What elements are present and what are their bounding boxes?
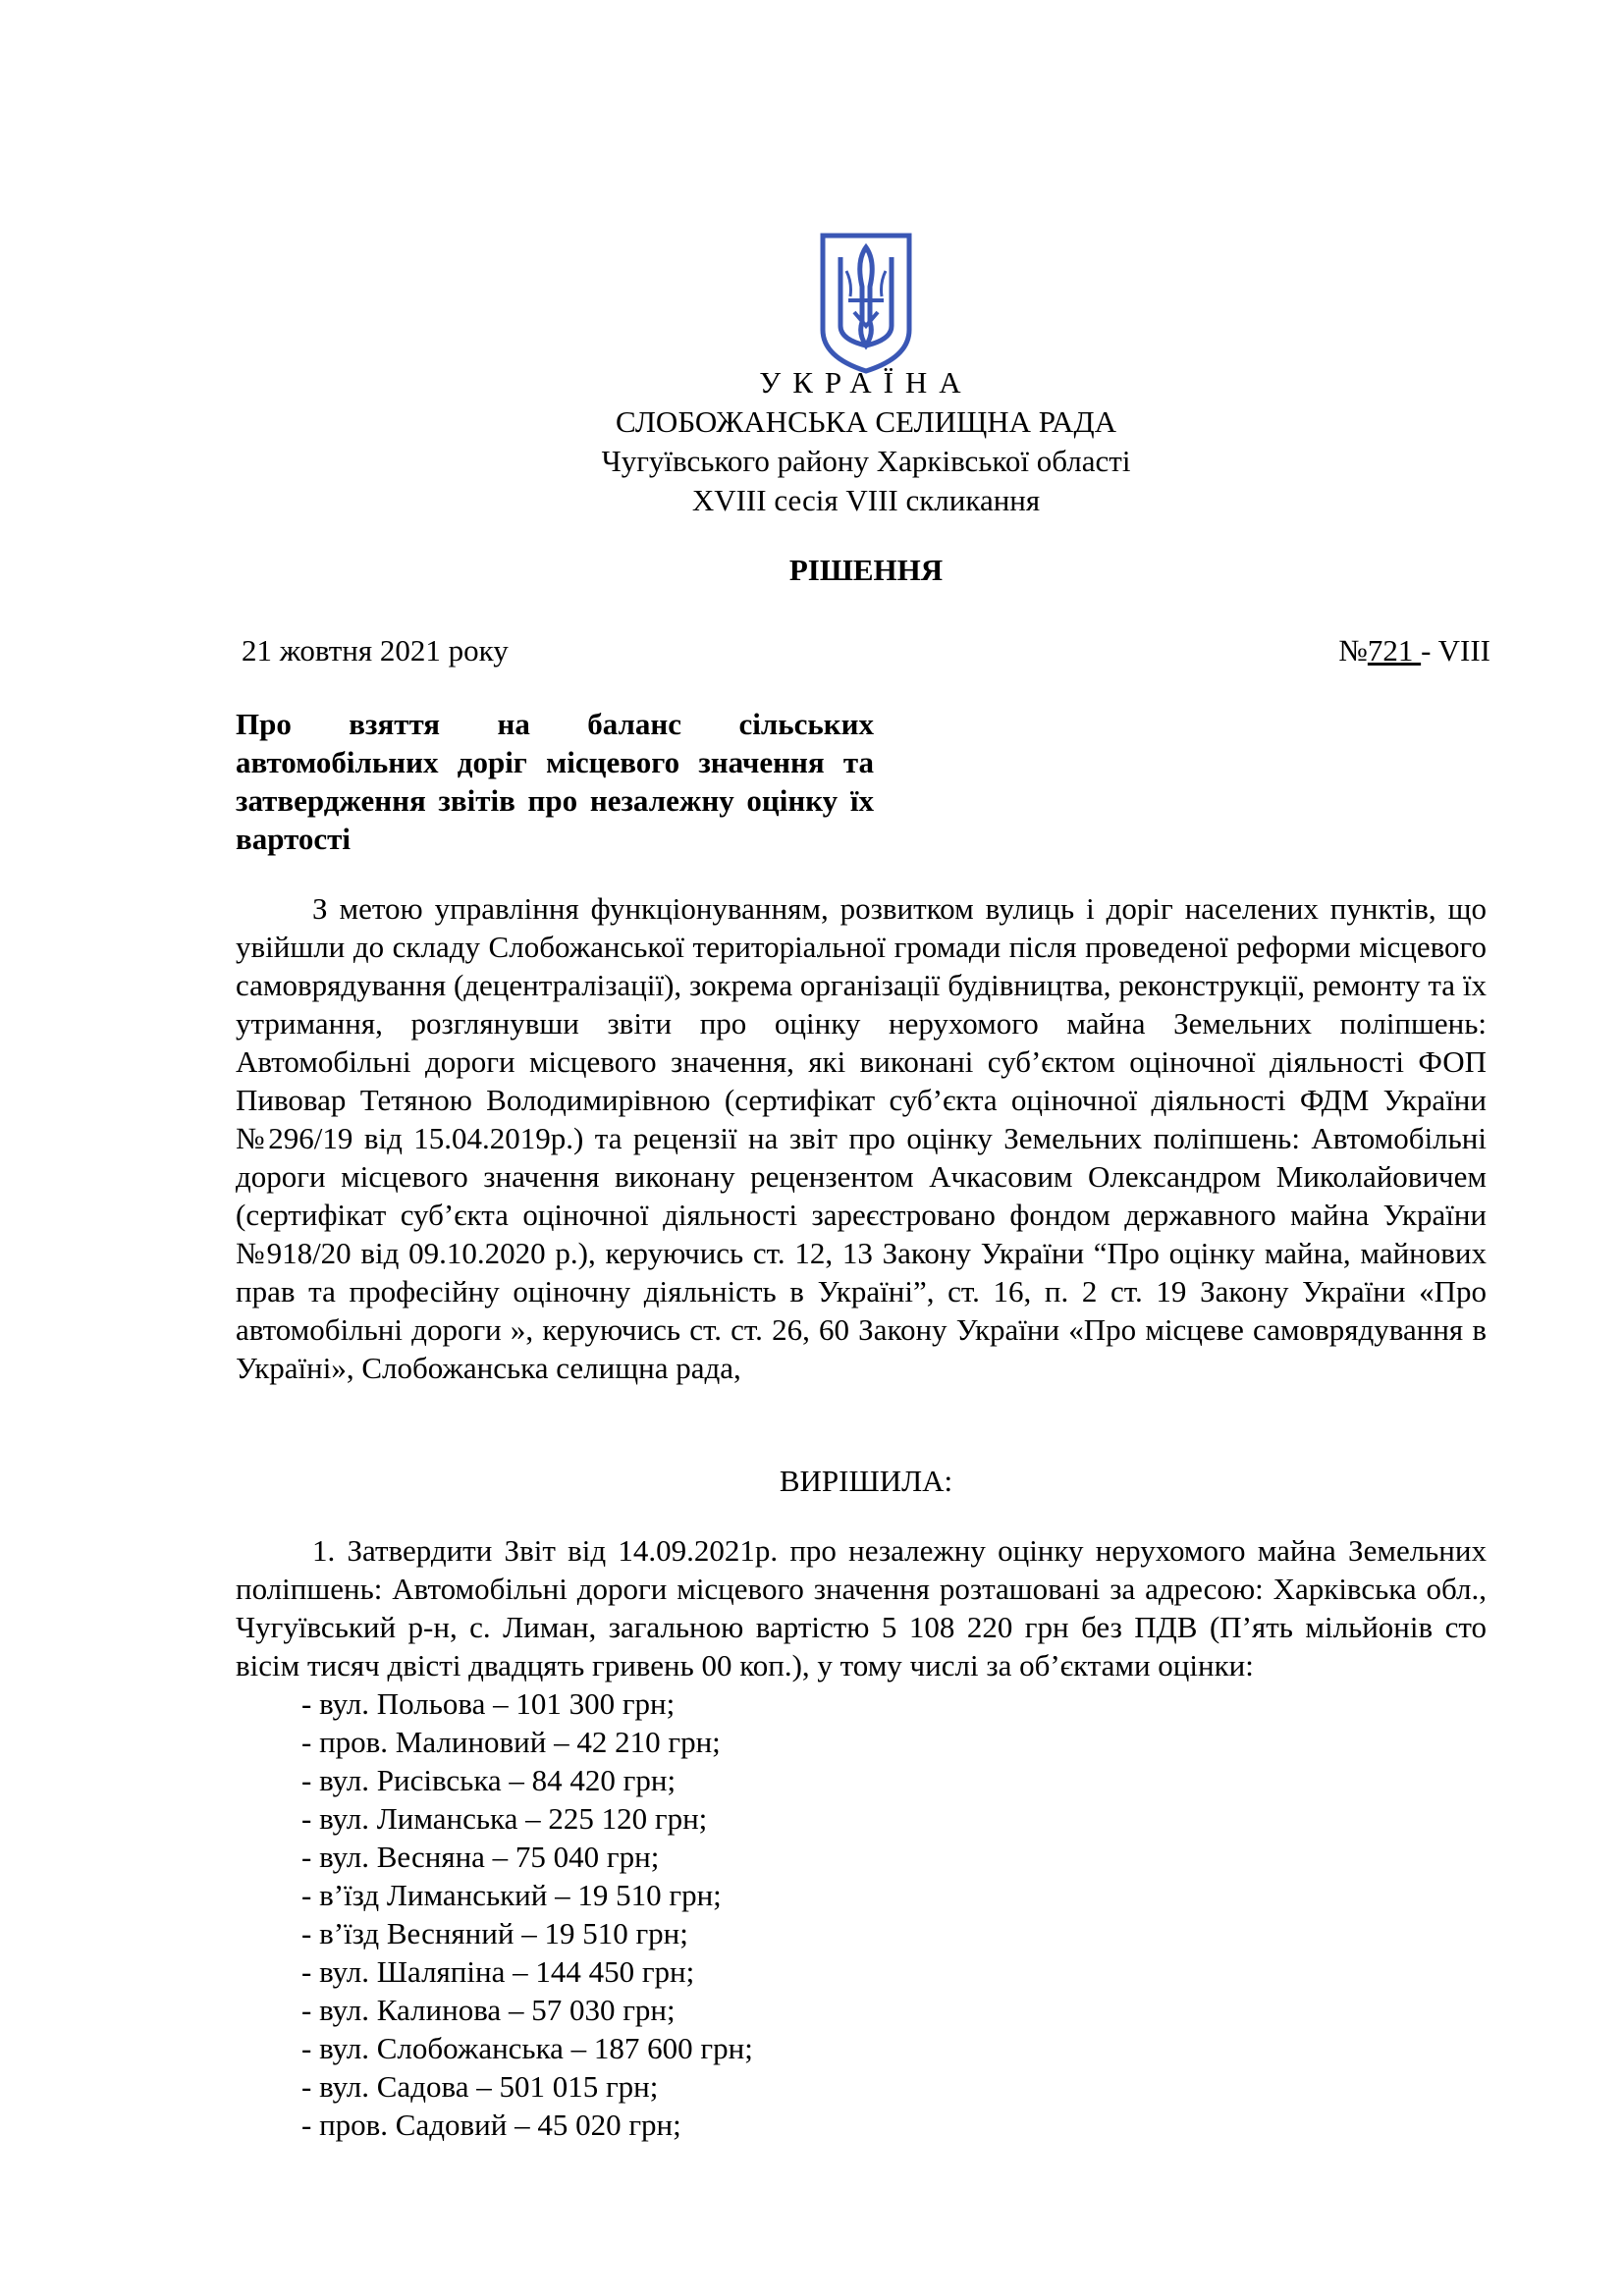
list-item: - вул. Слобожанська – 187 600 грн; (301, 2031, 753, 2065)
preamble-section (236, 889, 1487, 1387)
decision-subject: Про взяття на баланс сільських автомобільних доріг місцевого значення та затвердження звітів про незалежну оцінку їх вартості (236, 707, 874, 856)
session-info: XVIII сесія VIII скликання (691, 483, 1041, 517)
list-item: - в’їзд Лиманський – 19 510 грн; (301, 1878, 722, 1912)
number-value: 721 (1367, 633, 1422, 667)
council-name: СЛОБОЖАНСЬКА СЕЛИЩНА РАДА (616, 404, 1116, 439)
item-1-text: 1. Затвердити Звіт від 14.09.2021р. про незалежну оцінку нерухомого майна Земельних поліпшень: Автомобільні дороги місцевого значення розташовані за адресою: Харківська обл., Чугуївський р-н, с. Лиман, загальною вартістю 5 108 220 грн без ПДВ (П’ять мільйонів сто вісім тисяч двісті двадцять гривень 00 коп.), у тому числі за об’єктами оцінки: (236, 1533, 1487, 1682)
list-item: - вул. Рисівська – 84 420 грн; (301, 1763, 677, 1797)
country-name: УКРАЇНА (759, 365, 973, 400)
list-item: - вул. Садова – 501 015 грн; (301, 2069, 659, 2104)
list-item: - пров. Садовий – 45 020 грн; (301, 2108, 681, 2142)
list-item: - вул. Польова – 101 300 грн; (301, 1686, 676, 1721)
trident-coat-of-arms-icon (819, 232, 913, 375)
list-item: - вул. Шаляпіна – 144 450 грн; (301, 1954, 695, 1989)
list-item: - вул. Весняна – 75 040 грн; (301, 1840, 660, 1874)
resolution-item-1 (236, 1531, 1487, 2144)
district-name: Чугуївського району Харківської області (601, 444, 1131, 478)
list-item: - вул. Лиманська – 225 120 грн; (301, 1801, 708, 1836)
list-item: - пров. Малиновий – 42 210 грн; (301, 1725, 721, 1759)
decision-number (1338, 633, 1490, 668)
decision-date: 21 жовтня 2021 року (242, 633, 509, 667)
number-suffix: - VIII (1421, 633, 1490, 667)
resolved-heading: ВИРІШИЛА: (779, 1464, 953, 1498)
number-prefix: № (1338, 633, 1368, 667)
decision-title: РІШЕННЯ (788, 553, 944, 587)
list-item: - вул. Калинова – 57 030 грн; (301, 1993, 676, 2027)
list-item: - в’їзд Весняний – 19 510 грн; (301, 1916, 688, 1950)
street-list (236, 1684, 1487, 2144)
preamble-paragraph: З метою управління функціонуванням, розвитком вулиць і доріг населених пунктів, що увійшли до складу Слобожанської територіальної громади після проведеної реформи місцевого самоврядування (децентралізації), зокрема організації будівництва, реконструкції, ремонту та їх утримання, розглянувши звіти про оцінку нерухомого майна Земельних поліпшень: Автомобільні дороги місцевого значення, які виконані суб’єктом оціночної діяльності ФОП Пивовар Тетяною Володимирівною (сертифікат суб’єкта оціночної діяльності ФДМ України №296/19 від 15.04.2019р.) та рецензії на звіт про оцінку Земельних поліпшень: Автомобільні дороги місцевого значення виконану рецензентом Ачкасовим Олександром Миколайовичем (сертифікат суб’єкта оціночної діяльності зареєстровано фондом державного майна України №918/20 від 09.10.2020 р.), керуючись ст. 12, 13 Закону України “Про оцінку майна, майнових прав та професійну оціночну діяльність в Україні”, ст. 16, п. 2 ст. 19 Закону України «Про автомобільні дороги », керуючись ст. ст. 26, 60 Закону України «Про місцеве самоврядування в Україні», Слобожанська селищна рада, (236, 891, 1487, 1385)
